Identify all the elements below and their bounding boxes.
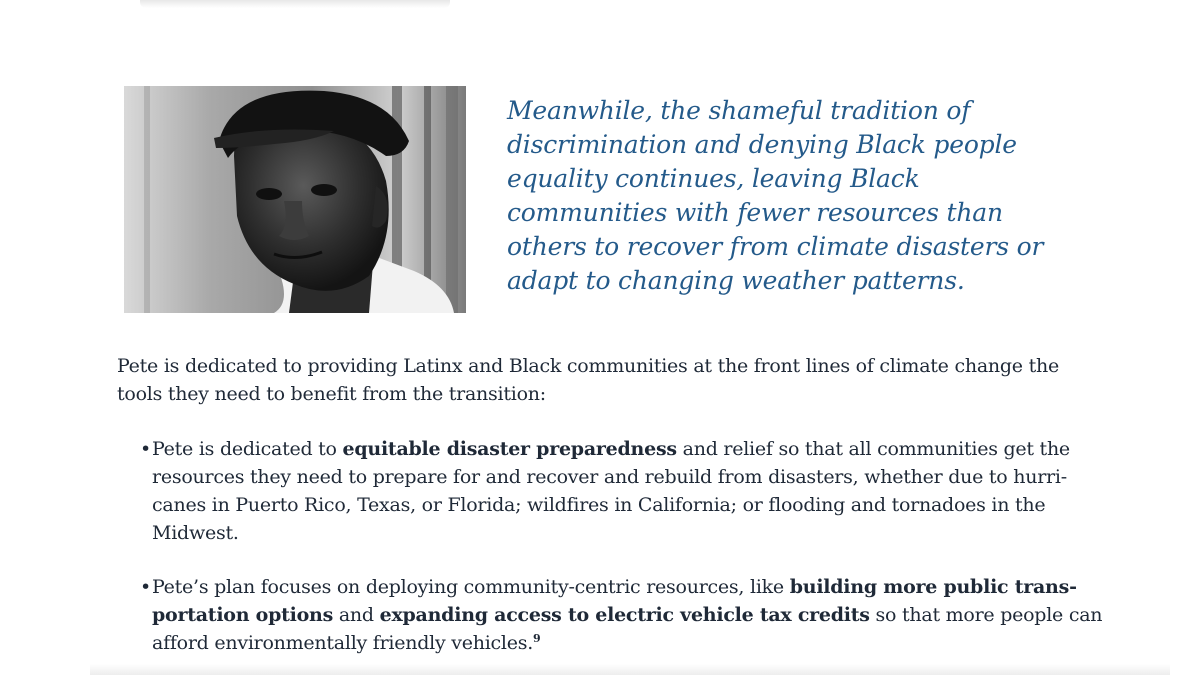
emphasis-text: portation options <box>152 604 334 626</box>
bullet-line: canes in Puerto Rico, Texas, or Florida; wildfires in California; or flooding and tornadoes in the <box>152 494 1046 516</box>
pull-quote-line: adapt to changing weather patterns. <box>507 266 965 295</box>
intro-line: Pete is dedicated to providing Latinx and Black communities at the front lines of climate change the <box>117 355 1059 377</box>
pull-quote-line: Meanwhile, the shameful tradition of <box>507 96 971 125</box>
bullet-line: Pete is dedicated to equitable disaster preparedness and relief so that all communities get the <box>152 438 1070 460</box>
bullet-text <box>152 573 1137 657</box>
intro-paragraph <box>117 352 1117 408</box>
bullet-text <box>152 435 1137 547</box>
footnote-reference[interactable]: 9 <box>533 632 541 645</box>
bullet-line: resources they need to prepare for and recover and rebuild from disasters, whether due to hurri- <box>152 466 1067 488</box>
pull-quote <box>507 94 1067 298</box>
bullet-marker: • <box>140 438 151 460</box>
pull-quote-line: others to recover from climate disasters or <box>507 232 1044 261</box>
bottom-edge-shadow <box>90 664 1170 675</box>
emphasis-text: building more public trans- <box>789 576 1077 598</box>
bullet-line: Midwest. <box>152 522 239 544</box>
intro-line: tools they need to benefit from the transition: <box>117 383 546 405</box>
portrait-photo <box>124 86 466 313</box>
bullet-marker: • <box>140 576 151 598</box>
emphasis-text: equitable disaster preparedness <box>342 438 677 460</box>
bullet-line: afford environmentally friendly vehicles.$^9$ <box>152 632 541 654</box>
emphasis-text: expanding access to electric vehicle tax credits <box>379 604 870 626</box>
pull-quote-line: equality continues, leaving Black <box>507 164 920 193</box>
top-edge-shadow <box>140 0 450 8</box>
bullet-line: Pete’s plan focuses on deploying community-centric resources, like building more public trans- <box>152 576 1077 598</box>
pull-quote-line: communities with fewer resources than <box>507 198 1003 227</box>
bullet-line: portation options and expanding access to electric vehicle tax credits so that more people can <box>152 604 1103 626</box>
pull-quote-line: discrimination and denying Black people <box>507 130 1017 159</box>
